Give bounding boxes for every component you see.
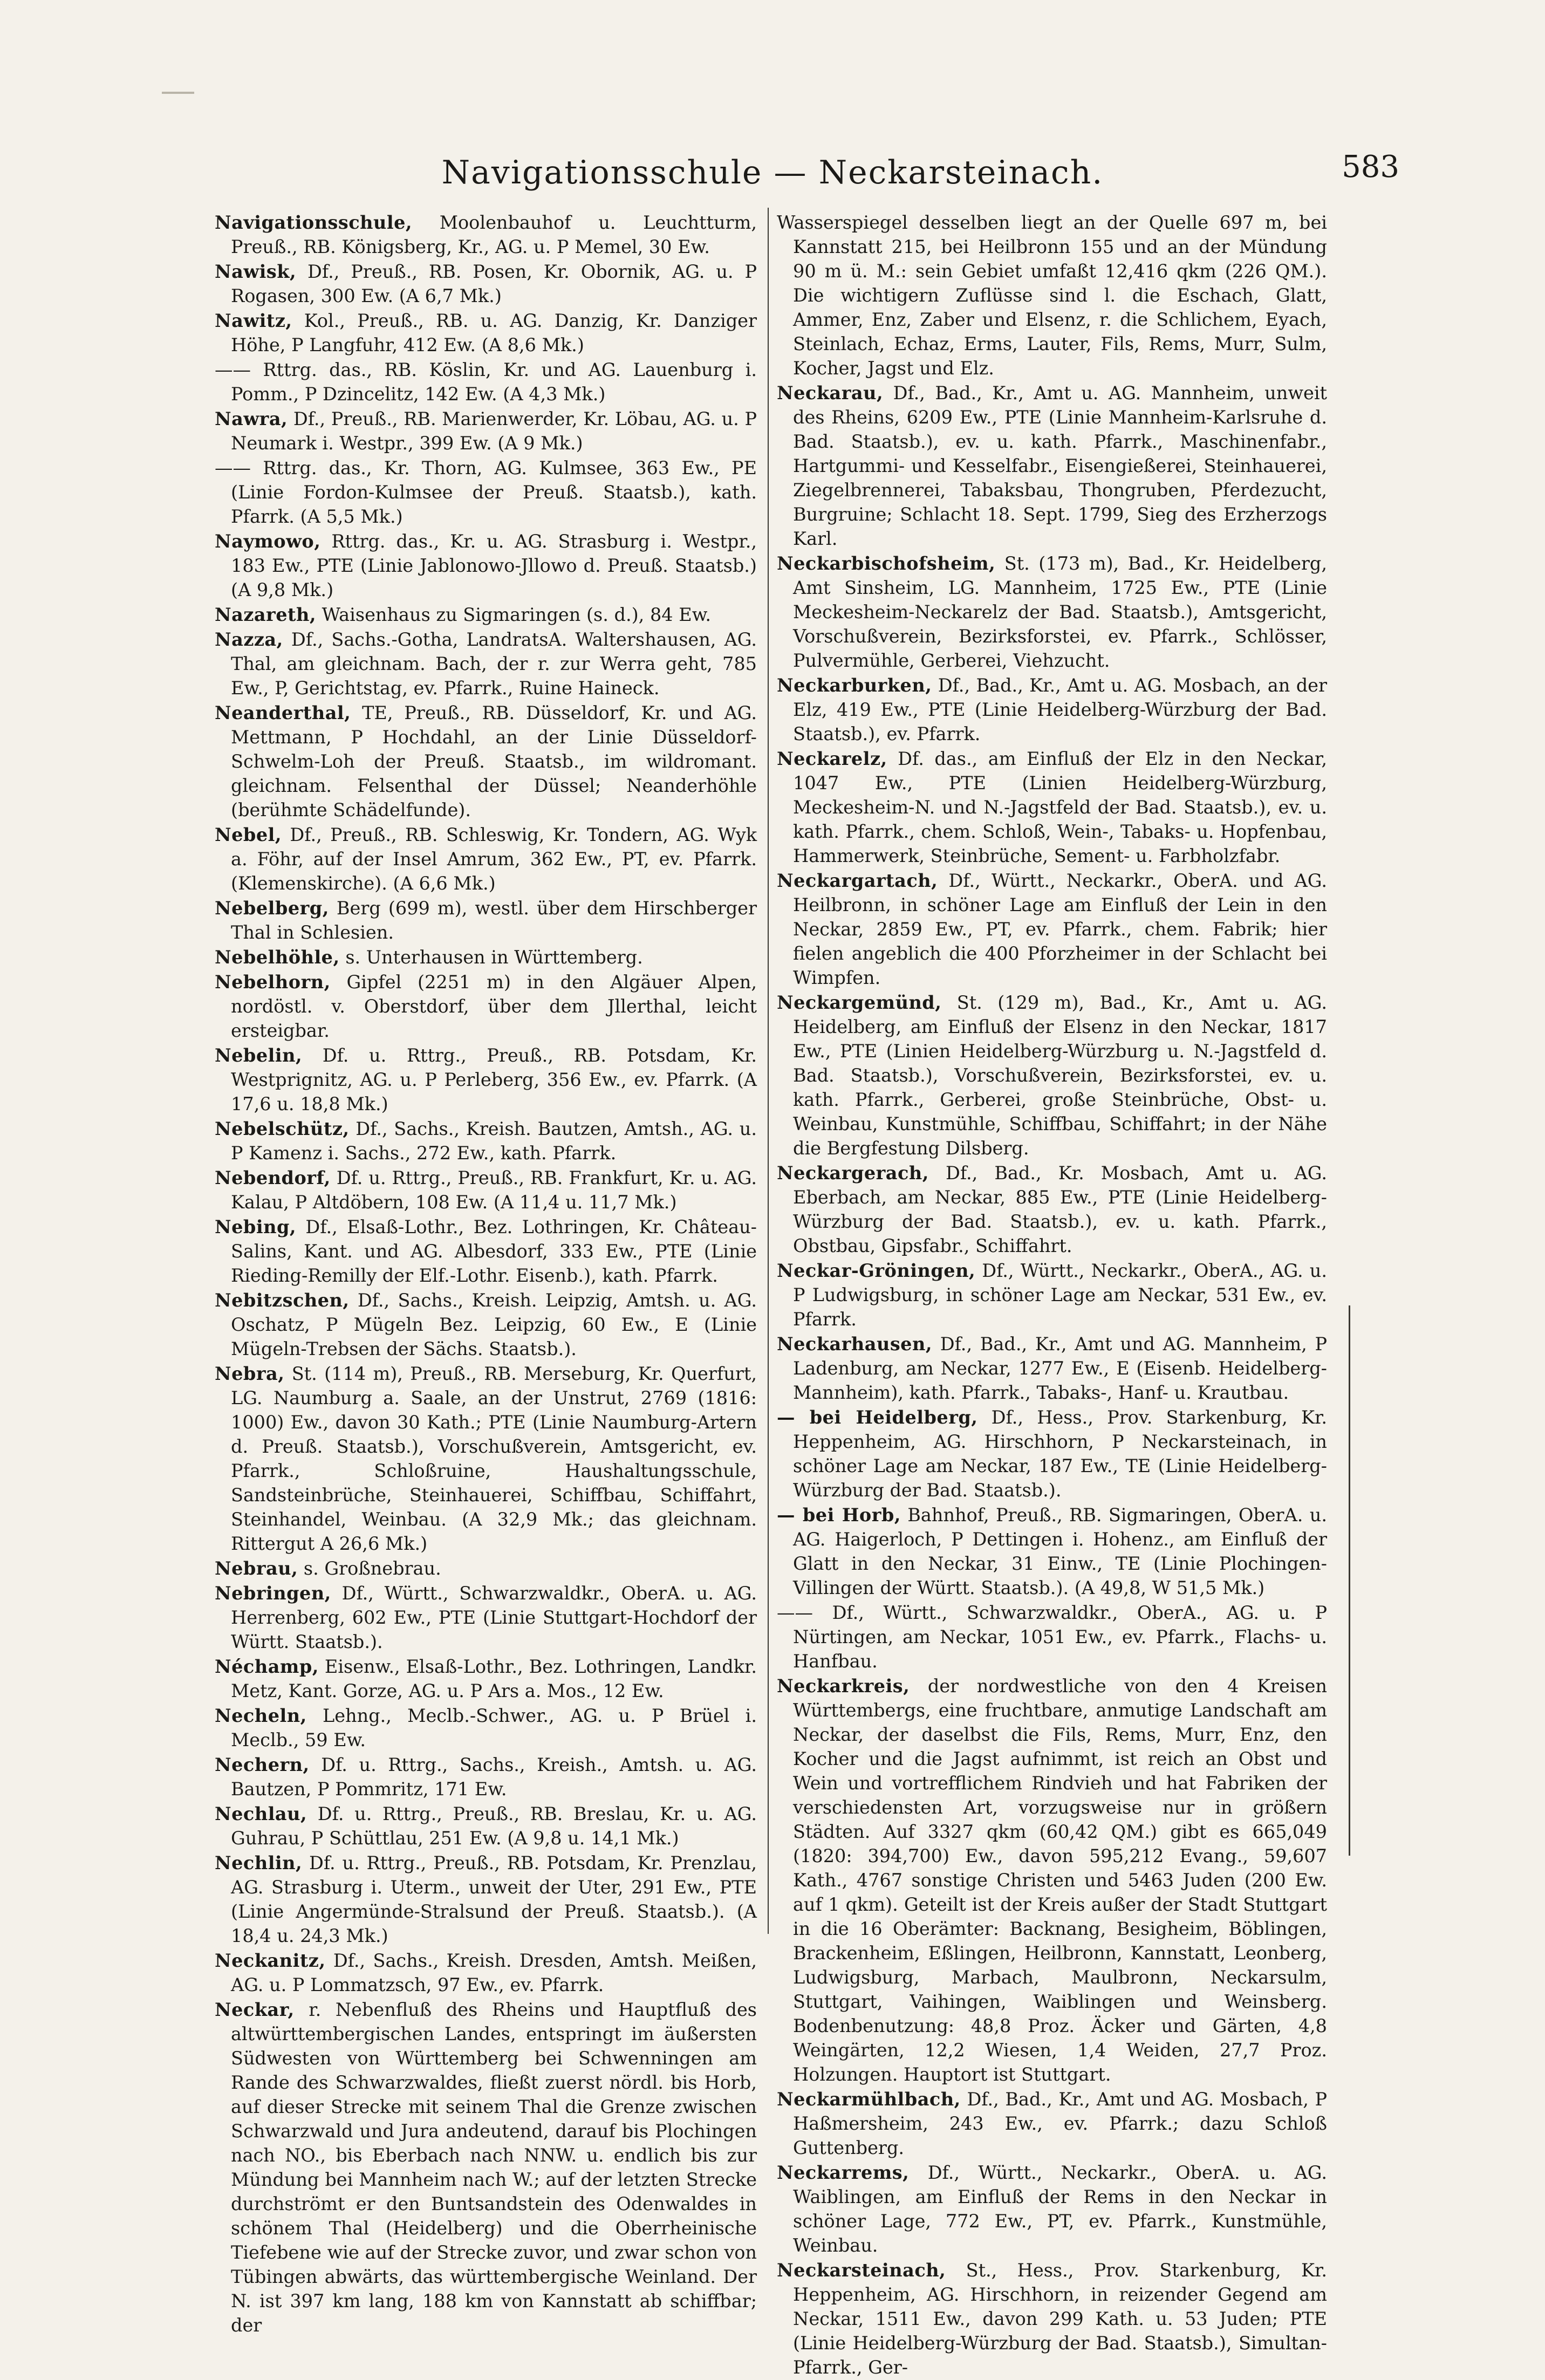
entry-text: r. Nebenfluß des Rheins und Hauptfluß des altwürttembergischen Landes, entspringt im äußersten Südwesten von Württemberg bei Schwenningen am Rande des Schwarzwaldes, fließt zuerst nördl. bis Horb, auf dieser Strecke mit seinem Thal die Grenze zwischen Schwarzwald und Jura andeutend, darauf bis Plochingen nach NO., bis Eberbach nach NNW. u. endlich bis zur Mündung bei Mannheim nach W.; auf der letzten Strecke durchströmt er den Buntsandstein des Odenwaldes in schönem Thal (Heidelberg) und die Oberrheinische Tiefebene wie auf der Strecke zuvor, und zwar schon von Tübingen abwärts, das württembergische Weinland. Der N. ist 397 km lang, 188 km von Kannstatt ab schiffbar; der bbox=[231, 1999, 757, 2336]
page-header bbox=[227, 149, 1399, 197]
entry-headword: Neckanitz, bbox=[215, 1950, 326, 1971]
dictionary-entry bbox=[215, 1753, 757, 1801]
entry-text: Df., Württ., Neckarkr., OberA. u. AG. Waiblingen, am Einfluß der Rems in den Neckar in schöner Lage, 772 Ew., PT, ev. Pfarrk., Kunstmühle, Weinbau. bbox=[793, 2162, 1327, 2256]
dictionary-entry bbox=[215, 701, 757, 822]
dictionary-entry bbox=[215, 1166, 757, 1214]
dictionary-entry bbox=[215, 1802, 757, 1850]
entry-text: Df., Preuß., RB. Posen, Kr. Obornik, AG. u. P Rogasen, 300 Ew. (A 6,7 Mk.) bbox=[231, 261, 757, 306]
dictionary-entry bbox=[215, 407, 757, 455]
entry-headword: — bei Heidelberg, bbox=[777, 1407, 978, 1428]
entry-headword: Naymowo, bbox=[215, 531, 321, 552]
entry-headword: Nebelhöhle, bbox=[215, 947, 340, 968]
dictionary-entry bbox=[777, 2087, 1327, 2160]
entry-headword: Neckarau, bbox=[777, 382, 884, 403]
entry-headword: Nebelberg, bbox=[215, 898, 329, 919]
entry-headword: Nechern, bbox=[215, 1754, 310, 1775]
entry-headword: Nechlin, bbox=[215, 1852, 303, 1873]
entry-headword: Neckarmühlbach, bbox=[777, 2089, 961, 2110]
entry-text: Df., Sachs., Kreish. Leipzig, Amtsh. u. AG. Oschatz, P Mügeln Bez. Leipzig, 60 Ew., E (Linie Mügeln-Trebsen der Sächs. Staatsb.). bbox=[231, 1290, 757, 1359]
dictionary-entry bbox=[215, 627, 757, 700]
dictionary-entry bbox=[215, 1117, 757, 1165]
entry-text: Df., Preuß., RB. Marienwerder, Kr. Löbau, AG. u. P Neumark i. Westpr., 399 Ew. (A 9 Mk.) bbox=[231, 408, 757, 454]
entry-text: Df., Sachs., Kreish. Bautzen, Amtsh., AG. u. P Kamenz i. Sachs., 272 Ew., kath. Pfarrk. bbox=[231, 1118, 757, 1164]
entry-headword: Nebendorf, bbox=[215, 1167, 331, 1188]
dictionary-entry bbox=[777, 1503, 1327, 1600]
entry-text: Df., Preuß., RB. Schleswig, Kr. Tondern, AG. Wyk a. Föhr, auf der Insel Amrum, 362 Ew., PT, ev. Pfarrk. (Klemenskirche). (A 6,6 Mk.) bbox=[231, 824, 757, 894]
entry-headword: Nebelin, bbox=[215, 1045, 303, 1066]
entry-headword: Nebelschütz, bbox=[215, 1118, 350, 1139]
entry-text: Waisenhaus zu Sigmaringen (s. d.), 84 Ew. bbox=[316, 604, 712, 625]
entry-text: Rttrg. das., Kr. u. AG. Strasburg i. Westpr., 183 Ew., PTE (Linie Jablonowo-Jllowo d. Preuß. Staatsb.) (A 9,8 Mk.) bbox=[231, 531, 757, 600]
entry-text: Df., Württ., Neckarkr., OberA., AG. u. P Ludwigsburg, in schöner Lage am Neckar, 531 Ew., ev. Pfarrk. bbox=[793, 1260, 1327, 1330]
entry-headword: Neckar, bbox=[215, 1999, 295, 2020]
dictionary-entry bbox=[215, 945, 757, 969]
entry-text: s. Großnebrau. bbox=[298, 1558, 441, 1579]
dictionary-entry bbox=[777, 210, 1327, 380]
entry-text: St. (173 m), Bad., Kr. Heidelberg, Amt Sinsheim, LG. Mannheim, 1725 Ew., PTE (Linie Meckesheim-Neckarelz der Bad. Staatsb.), Amtsgericht, Vorschußverein, Bezirksforstei, ev. Pfarrk., Schlösser, Pulvermühle, Gerberei, Viehzucht. bbox=[793, 553, 1327, 671]
entry-text: Eisenw., Elsaß-Lothr., Bez. Lothringen, Landkr. Metz, Kant. Gorze, AG. u. P Ars a. Mos., 12 Ew. bbox=[231, 1656, 757, 1701]
entry-headword: Nebrau, bbox=[215, 1558, 298, 1579]
entry-text: Gipfel (2251 m) in den Algäuer Alpen, nordöstl. v. Oberstdorf, über dem Jllerthal, leicht ersteigbar. bbox=[231, 972, 757, 1041]
dictionary-entry bbox=[215, 1556, 757, 1581]
entry-headword: Neckargartach, bbox=[777, 870, 938, 891]
entry-headword: Nawitz, bbox=[215, 310, 292, 331]
dictionary-entry bbox=[215, 529, 757, 602]
entry-headword: Necheln, bbox=[215, 1705, 307, 1726]
entry-text: Df. u. Rttrg., Preuß., RB. Potsdam, Kr. Prenzlau, AG. Strasburg i. Uterm., unweit der Uter, 291 Ew., PTE (Linie Angermünde-Stralsund der Preuß. Staatsb.). (A 18,4 u. 24,3 Mk.) bbox=[231, 1852, 757, 1946]
entry-headword: Neckarkreis, bbox=[777, 1675, 910, 1697]
entry-headword: Navigationsschule, bbox=[215, 212, 413, 233]
entry-text: Lehng., Meclb.-Schwer., AG. u. P Brüel i. Meclb., 59 Ew. bbox=[231, 1705, 757, 1750]
entry-text: St. (129 m), Bad., Kr., Amt u. AG. Heidelberg, am Einfluß der Elsenz in den Neckar, 1817 Ew., PTE (Linien Heidelberg-Würzburg u. N.-Jagstfeld d. Bad. Staatsb.), Vorschußverein, Bezirksforstei, ev. u. kath. Pfarrk., Gerberei, große Steinbrüche, Obst- u. Weinbau, Kunstmühle, Schiffbau, Schiffahrt; in der Nähe die Bergfestung Dilsberg. bbox=[793, 992, 1327, 1159]
dictionary-entry bbox=[215, 1581, 757, 1654]
entry-headword: Neckarsteinach, bbox=[777, 2260, 946, 2281]
dictionary-entry bbox=[777, 868, 1327, 990]
dictionary-entry bbox=[777, 673, 1327, 746]
entry-headword: Nebitzschen, bbox=[215, 1290, 350, 1311]
dictionary-entry bbox=[777, 1332, 1327, 1405]
entry-headword: Neanderthal, bbox=[215, 702, 351, 723]
dictionary-entry bbox=[215, 1998, 757, 2337]
entry-headword: Neckarburken, bbox=[777, 675, 932, 696]
right-column bbox=[777, 210, 1327, 2380]
page-number: 583 bbox=[1342, 149, 1399, 184]
entry-text: TE, Preuß., RB. Düsseldorf, Kr. und AG. Mettmann, P Hochdahl, an der Linie Düsseldorf-Schwelm-Loh der Preuß. Staatsb., im wildromant. gleichnam. Felsenthal der Düssel; Neanderhöhle (berühmte Schädelfunde). bbox=[231, 702, 757, 820]
entry-headword: Nebelhorn, bbox=[215, 972, 331, 993]
entry-text: Df., Württ., Neckarkr., OberA. und AG. Heilbronn, in schöner Lage am Einfluß der Lein in den Neckar, 2859 Ew., PT, ev. Pfarrk., chem. Fabrik; hier fielen angeblich die 400 Pforzheimer in der Schlacht bei Wimpfen. bbox=[793, 870, 1327, 988]
dictionary-entry bbox=[777, 1601, 1327, 1673]
dictionary-entry bbox=[215, 823, 757, 895]
entry-text: St., Hess., Prov. Starkenburg, Kr. Heppenheim, AG. Hirschhorn, in reizender Gegend am Neckar, 1511 Ew., davon 299 Kath. u. 53 Juden; PTE (Linie Heidelberg-Würzburg der Bad. Staatsb.), Simultan-Pfarrk., Ger- bbox=[793, 2260, 1327, 2378]
entry-headword: Neckarbischofsheim, bbox=[777, 553, 996, 574]
dictionary-entry bbox=[215, 259, 757, 308]
dictionary-entry bbox=[215, 1704, 757, 1752]
entry-text: Bahnhof, Preuß., RB. Sigmaringen, OberA. u. AG. Haigerloch, P Dettingen i. Hohenz., am Einfluß der Glatt in den Neckar, 31 Einw., TE (Linie Plochingen-Villingen der Württ. Staatsb.). (A 49,8, W 51,5 Mk.) bbox=[793, 1504, 1327, 1598]
entry-text: Moolenbauhof u. Leuchtturm, Preuß., RB. Königsberg, Kr., AG. u. P Memel, 30 Ew. bbox=[231, 212, 757, 257]
dictionary-entry bbox=[215, 603, 757, 627]
entry-headword: Nebel, bbox=[215, 824, 282, 845]
entry-headword: Neckarhausen, bbox=[777, 1333, 933, 1355]
entry-text: Df. u. Rttrg., Preuß., RB. Potsdam, Kr. Westprignitz, AG. u. P Perleberg, 356 Ew., ev. Pfarrk. (A 17,6 u. 18,8 Mk.) bbox=[231, 1045, 757, 1114]
scan-mark bbox=[162, 92, 194, 94]
entry-headword: Nazareth, bbox=[215, 604, 317, 625]
dictionary-entry bbox=[777, 990, 1327, 1160]
dictionary-entry bbox=[777, 2258, 1327, 2379]
entry-text: Df., Sachs., Kreish. Dresden, Amtsh. Meißen, AG. u. P Lommatzsch, 97 Ew., ev. Pfarrk. bbox=[231, 1950, 757, 1995]
dictionary-entry bbox=[777, 2160, 1327, 2258]
dictionary-entry bbox=[777, 747, 1327, 868]
entry-text: —— Rttrg. das., RB. Köslin, Kr. und AG. Lauenburg i. Pomm., P Dzincelitz, 142 Ew. (A 4,3 Mk.) bbox=[215, 359, 757, 405]
entry-headword: Neckargerach, bbox=[777, 1162, 929, 1184]
entry-headword: Nebra, bbox=[215, 1363, 285, 1384]
entry-text: Wasserspiegel desselben liegt an der Quelle 697 m, bei Kannstatt 215, bei Heilbronn 155 und an der Mündung 90 m ü. M.: sein Gebiet umfaßt 12,416 qkm (226 QM.). Die wichtigern Zuflüsse sind l. die Eschach, Glatt, Ammer, Enz, Zaber und Elsenz, r. die Schlichem, Eyach, Steinlach, Echaz, Erms, Lauter, Fils, Rems, Murr, Sulm, Kocher, Jagst und Elz. bbox=[777, 212, 1327, 379]
entry-text: der nordwestliche von den 4 Kreisen Württembergs, eine fruchtbare, anmutige Landschaft am Neckar, der daselbst die Fils, Rems, Murr, Enz, den Kocher und die Jagst aufnimmt, ist reich an Obst und Wein und vortrefflichem Rindvieh und hat Fabriken der verschiedensten Art, vorzugsweise nur in größern Städten. Auf 3327 qkm (60,42 QM.) gibt es 665,049 (1820: 394,700) Ew., davon 595,212 Evang., 59,607 Kath., 4767 sonstige Christen und 5463 Juden (200 Ew. auf 1 qkm). Geteilt ist der Kreis außer der Stadt Stuttgart in die 16 Oberämter: Backnang, Besigheim, Böblingen, Brackenheim, Eßlingen, Heilbronn, Kannstatt, Leonberg, Ludwigsburg, Marbach, Maulbronn, Neckarsulm, Stuttgart, Vaihingen, Waiblingen und Weinsberg. Bodenbenutzung: 48,8 Proz. Äcker und Gärten, 4,8 Weingärten, 12,2 Wiesen, 1,4 Weiden, 27,7 Proz. Holzungen. Hauptort ist Stuttgart. bbox=[793, 1675, 1327, 2085]
entry-text: Df., Sachs.-Gotha, LandratsA. Waltershausen, AG. Thal, am gleichnam. Bach, der r. zur Werra geht, 785 Ew., P, Gerichtstag, ev. Pfarrk., Ruine Haineck. bbox=[231, 629, 757, 699]
dictionary-entry bbox=[215, 309, 757, 357]
entry-headword: Nebing, bbox=[215, 1216, 297, 1237]
dictionary-entry bbox=[215, 1362, 757, 1556]
entry-headword: Neckarelz, bbox=[777, 748, 887, 769]
entry-headword: Nawisk, bbox=[215, 261, 297, 282]
entry-text: Df., Württ., Schwarzwaldkr., OberA. u. AG. Herrenberg, 602 Ew., PTE (Linie Stuttgart-Hochdorf der Württ. Staatsb.). bbox=[231, 1583, 757, 1652]
entry-text: Df. u. Rttrg., Preuß., RB. Breslau, Kr. u. AG. Guhrau, P Schüttlau, 251 Ew. (A 9,8 u. 14,1 Mk.) bbox=[231, 1803, 757, 1849]
dictionary-entry bbox=[215, 456, 757, 529]
entry-text: Df., Bad., Kr., Amt u. AG. Mannheim, unweit des Rheins, 6209 Ew., PTE (Linie Mannheim-Karlsruhe d. Bad. Staatsb.), ev. u. kath. Pfarrk., Maschinenfabr., Hartgummi- und Kesselfabr., Eisengießerei, Steinhauerei, Ziegelbrennerei, Tabaksbau, Thongruben, Pferdezucht, Burgruine; Schlacht 18. Sept. 1799, Sieg des Erzherzogs Karl. bbox=[793, 382, 1327, 549]
entry-headword: Nechlau, bbox=[215, 1803, 307, 1824]
dictionary-entry bbox=[215, 1043, 757, 1116]
entry-text: Df., Bad., Kr., Amt u. AG. Mosbach, an der Elz, 419 Ew., PTE (Linie Heidelberg-Würzburg der Bad. Staatsb.), ev. Pfarrk. bbox=[793, 675, 1327, 744]
dictionary-entry bbox=[215, 1288, 757, 1361]
left-column bbox=[215, 210, 757, 2338]
running-title: Navigationsschule — Neckarsteinach. bbox=[441, 154, 1104, 192]
entry-text: St. (114 m), Preuß., RB. Merseburg, Kr. Querfurt, LG. Naumburg a. Saale, an der Unstrut, 2769 (1816: 1000) Ew., davon 30 Kath.; PTE (Linie Naumburg-Artern d. Preuß. Staatsb.), Vorschußverein, Amtsgericht, ev. Pfarrk., Schloßruine, Haushaltungsschule, Sandsteinbrüche, Steinhauerei, Schiffbau, Schiffahrt, Steinhandel, Weinbau. (A 32,9 Mk.; das gleichnam. Rittergut A 26,6 Mk.) bbox=[231, 1363, 757, 1554]
entry-text: Kol., Preuß., RB. u. AG. Danzig, Kr. Danziger Höhe, P Langfuhr, 412 Ew. (A 8,6 Mk.) bbox=[231, 310, 757, 355]
entry-text: Df., Elsaß-Lothr., Bez. Lothringen, Kr. Château-Salins, Kant. und AG. Albesdorf, 333 Ew., PTE (Linie Rieding-Remilly der Elf.-Lothr. Eisenb.), kath. Pfarrk. bbox=[231, 1216, 757, 1286]
entry-text: Df., Hess., Prov. Starkenburg, Kr. Heppenheim, AG. Hirschhorn, P Neckarsteinach, in schöner Lage am Neckar, 187 Ew., TE (Linie Heidelberg-Würzburg der Bad. Staatsb.). bbox=[793, 1407, 1327, 1501]
entry-headword: Nazza, bbox=[215, 629, 283, 650]
dictionary-entry bbox=[215, 1215, 757, 1288]
entry-text: Berg (699 m), westl. über dem Hirschberger Thal in Schlesien. bbox=[231, 898, 757, 943]
dictionary-entry bbox=[777, 1259, 1327, 1331]
margin-rule bbox=[1349, 1305, 1350, 1856]
entry-headword: — bei Horb, bbox=[777, 1504, 901, 1526]
entry-text: Df. das., am Einfluß der Elz in den Neckar, 1047 Ew., PTE (Linien Heidelberg-Würzburg, Meckesheim-N. und N.-Jagstfeld der Bad. Staatsb.), ev. u. kath. Pfarrk., chem. Schloß, Wein-, Tabaks- u. Hopfenbau, Hammerwerk, Steinbrüche, Sement- u. Farbholzfabr. bbox=[793, 748, 1327, 866]
entry-text: Df., Bad., Kr., Amt und AG. Mannheim, P Ladenburg, am Neckar, 1277 Ew., E (Eisenb. Heidelberg-Mannheim), kath. Pfarrk., Tabaks-, Hanf- u. Krautbau. bbox=[793, 1333, 1327, 1403]
dictionary-entry bbox=[777, 1674, 1327, 2087]
dictionary-entry bbox=[215, 970, 757, 1043]
entry-headword: Nebringen, bbox=[215, 1583, 331, 1604]
dictionary-entry bbox=[215, 1851, 757, 1948]
dictionary-entry bbox=[777, 551, 1327, 673]
entry-headword: Nawra, bbox=[215, 408, 288, 429]
entry-headword: Neckarrems, bbox=[777, 2162, 910, 2183]
dictionary-entry bbox=[215, 1948, 757, 1997]
dictionary-entry bbox=[777, 1161, 1327, 1258]
entry-text: Df. u. Rttrg., Preuß., RB. Frankfurt, Kr. u. AG. Kalau, P Altdöbern, 108 Ew. (A 11,4 u. 11,7 Mk.) bbox=[231, 1167, 757, 1213]
entry-text: Df., Bad., Kr. Mosbach, Amt u. AG. Eberbach, am Neckar, 885 Ew., PTE (Linie Heidelberg-Würzburg der Bad. Staatsb.), ev. u. kath. Pfarrk., Obstbau, Gipsfabr., Schiffahrt. bbox=[793, 1162, 1327, 1256]
entry-text: —— Rttrg. das., Kr. Thorn, AG. Kulmsee, 363 Ew., PE (Linie Fordon-Kulmsee der Preuß. Staatsb.), kath. Pfarrk. (A 5,5 Mk.) bbox=[215, 457, 757, 527]
entry-text: —— Df., Württ., Schwarzwaldkr., OberA., AG. u. P Nürtingen, am Neckar, 1051 Ew., ev. Pfarrk., Flachs- u. Hanfbau. bbox=[777, 1602, 1327, 1672]
entry-text: Df. u. Rttrg., Sachs., Kreish., Amtsh. u. AG. Bautzen, P Pommritz, 171 Ew. bbox=[231, 1754, 757, 1800]
dictionary-entry bbox=[777, 1405, 1327, 1502]
dictionary-entry bbox=[215, 1654, 757, 1703]
entry-headword: Neckargemünd, bbox=[777, 992, 942, 1013]
dictionary-entry bbox=[215, 896, 757, 945]
entry-headword: Neckar-Gröningen, bbox=[777, 1260, 976, 1281]
entry-headword: Néchamp, bbox=[215, 1656, 319, 1677]
dictionary-entry bbox=[215, 210, 757, 259]
dictionary-entry bbox=[215, 358, 757, 406]
entry-text: Df., Bad., Kr., Amt und AG. Mosbach, P Haßmersheim, 243 Ew., ev. Pfarrk.; dazu Schloß Guttenberg. bbox=[793, 2089, 1327, 2158]
column-rule bbox=[768, 208, 769, 1934]
dictionary-entry bbox=[777, 381, 1327, 551]
entry-text: s. Unterhausen in Württemberg. bbox=[339, 947, 643, 968]
